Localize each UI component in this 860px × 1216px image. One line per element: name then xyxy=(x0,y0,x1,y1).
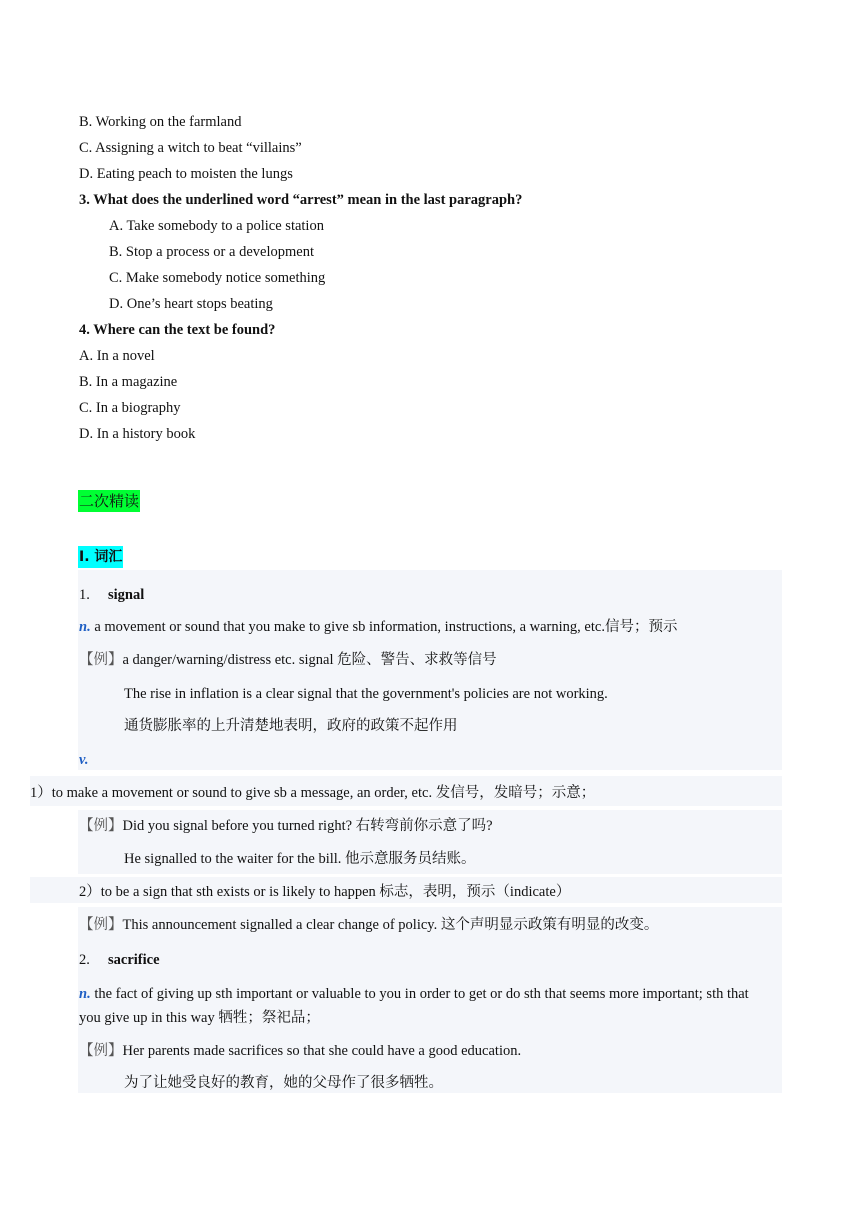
vocab-number: 1. xyxy=(79,587,90,603)
example-line xyxy=(79,817,493,835)
q3-option-d: D. One’s heart stops beating xyxy=(109,296,273,312)
example-tag: 【例】 xyxy=(79,917,123,933)
noun-definition xyxy=(79,618,677,636)
q4-option-c: C. In a biography xyxy=(79,400,181,416)
example-tag: 【例】 xyxy=(79,818,123,834)
q4-option-d: D. In a history book xyxy=(79,426,196,442)
section-subtitle: I. 词汇 xyxy=(78,546,123,568)
q3-option-b: B. Stop a process or a development xyxy=(109,244,314,260)
definition-text: a movement or sound that you make to give sb information, instructions, a warning, etc.信号；预示 xyxy=(90,619,678,635)
q2-option-d: D. Eating peach to moisten the lungs xyxy=(79,166,293,182)
section-title: 二次精读 xyxy=(79,492,140,510)
example-text: Her parents made sacrifices so that she could have a good education. xyxy=(122,1043,522,1059)
example-text: a danger/warning/distress etc. signal 危险、警告、求救等信号 xyxy=(122,652,497,668)
q4-option-a: A. In a novel xyxy=(79,348,155,364)
example-text: This announcement signalled a clear change of policy. 这个声明显示政策有明显的改变。 xyxy=(122,917,659,933)
q3-stem: 3. What does the underlined word “arrest” mean in the last paragraph? xyxy=(79,192,523,208)
example-line xyxy=(79,1042,521,1060)
verb-definition: 2）to be a sign that sth exists or is likely to happen 标志，表明，预示（indicate） xyxy=(79,884,571,900)
definition-continuation: you give up in this way 牺牲；祭祀品； xyxy=(79,1010,320,1026)
example-translation: 为了让她受良好的教育，她的父母作了很多牺牲。 xyxy=(124,1075,443,1091)
example-tag: 【例】 xyxy=(79,652,123,668)
example-translation: 通货膨胀率的上升清楚地表明，政府的政策不起作用 xyxy=(124,718,458,734)
q4-option-b: B. In a magazine xyxy=(79,374,178,390)
example-tag: 【例】 xyxy=(79,1043,123,1059)
verb-definition: 1）to make a movement or sound to give sb a message, an order, etc. 发信号，发暗号；示意； xyxy=(30,785,596,801)
q2-option-c: C. Assigning a witch to beat “villains” xyxy=(79,140,302,156)
pos-label: n. xyxy=(79,986,91,1002)
definition-text: the fact of giving up sth important or valuable to you in order to get or do sth that seems more important; sth that xyxy=(90,986,749,1002)
q4-stem: 4. Where can the text be found? xyxy=(79,322,276,338)
q3-option-c: C. Make somebody notice something xyxy=(109,270,326,286)
vocab-word: sacrifice xyxy=(108,952,160,968)
example-line xyxy=(79,651,497,669)
noun-definition xyxy=(79,985,749,1003)
example-line: The rise in inflation is a clear signal that the government's policies are not working. xyxy=(124,686,608,702)
q3-option-a: A. Take somebody to a police station xyxy=(109,218,324,234)
pos-label: n. xyxy=(79,619,91,635)
vocab-word: signal xyxy=(108,587,145,603)
vocab-band xyxy=(78,570,782,770)
example-line: He signalled to the waiter for the bill. 他示意服务员结账。 xyxy=(124,851,476,867)
q2-option-b: B. Working on the farmland xyxy=(79,114,242,130)
example-line xyxy=(79,916,658,934)
vocab-number: 2. xyxy=(79,952,90,968)
pos-label-verb: v. xyxy=(79,752,89,768)
example-text: Did you signal before you turned right? 右转弯前你示意了吗? xyxy=(122,818,493,834)
